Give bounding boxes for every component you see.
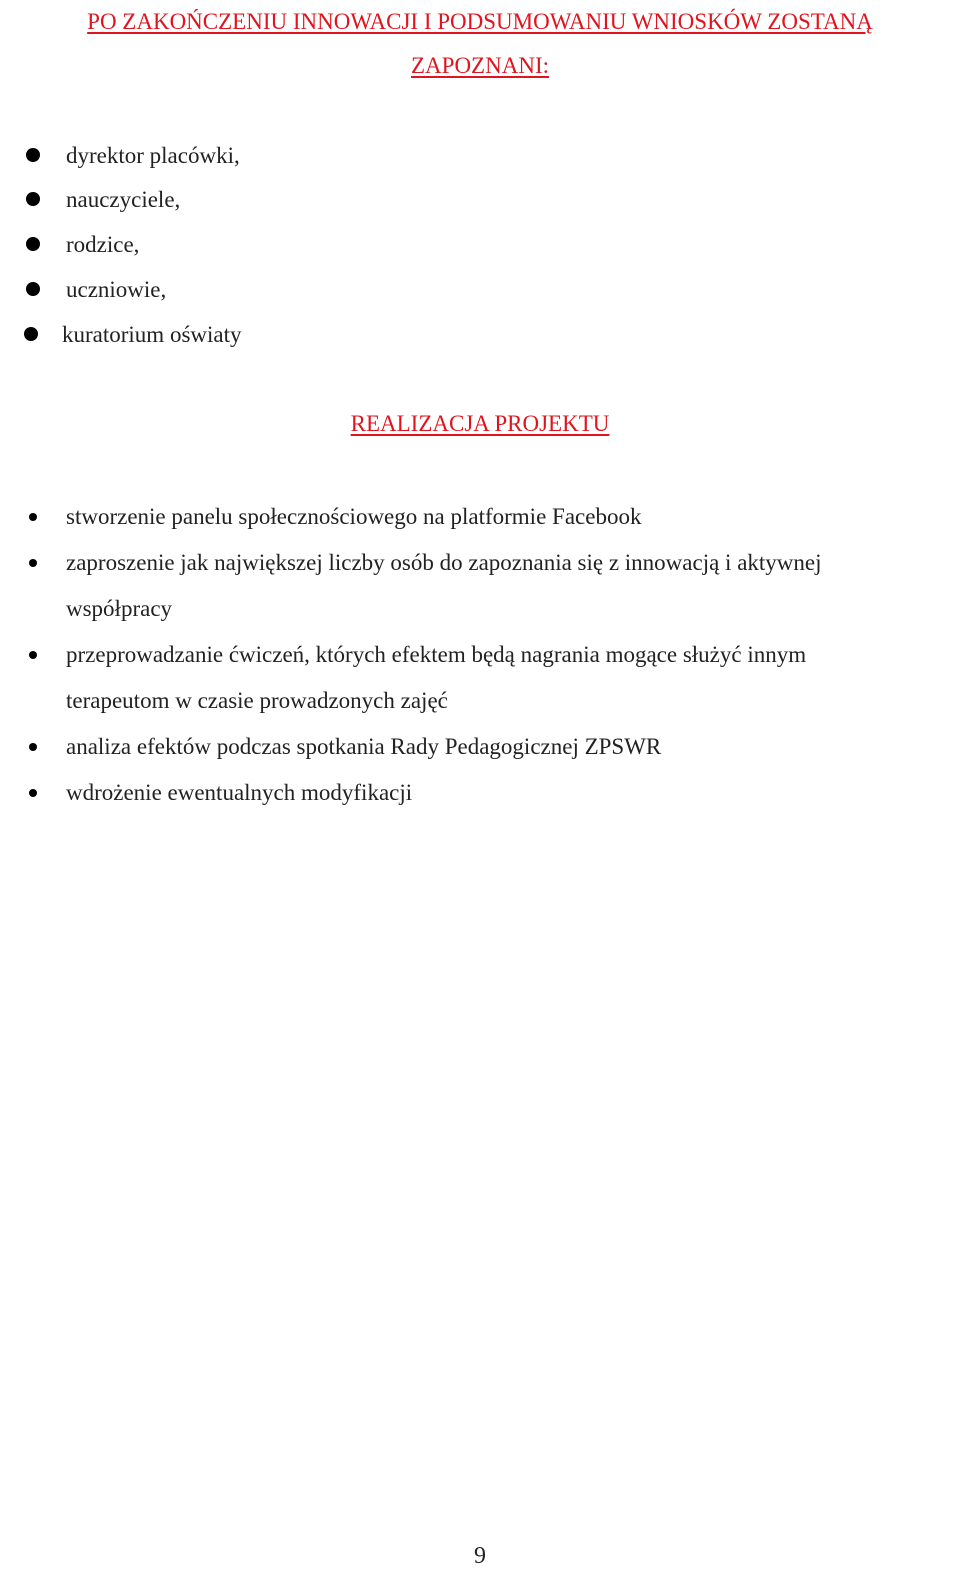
recipient-item: kuratorium oświaty	[62, 322, 242, 347]
bullet-icon	[26, 282, 40, 296]
task-item-line: analiza efektów podczas spotkania Rady Pedagogicznej ZPSWR	[66, 734, 662, 759]
bullet-icon	[29, 513, 37, 521]
task-item-line: stworzenie panelu społecznościowego na platformie Facebook	[66, 504, 642, 529]
recipient-item: nauczyciele,	[66, 187, 181, 212]
task-item-line: terapeutom w czasie prowadzonych zajęć	[66, 688, 448, 713]
bullet-icon	[26, 192, 40, 206]
bullet-icon	[29, 789, 37, 797]
recipient-item: uczniowie,	[66, 277, 167, 302]
recipient-item: rodzice,	[66, 232, 140, 257]
task-item-line: zaproszenie jak największej liczby osób do zapoznania się z innowacją i aktywnej	[66, 550, 822, 575]
task-item-line: współpracy	[66, 596, 173, 621]
task-item-line: wdrożenie ewentualnych modyfikacji	[66, 780, 413, 805]
bullet-icon	[26, 148, 40, 162]
bullet-icon	[29, 559, 37, 567]
bullet-icon	[26, 237, 40, 251]
project-heading: REALIZACJA PROJEKTU	[350, 411, 610, 436]
bullet-icon	[29, 651, 37, 659]
bullet-icon	[29, 743, 37, 751]
bullet-icon	[24, 327, 38, 341]
section-heading-line2: ZAPOZNANI:	[411, 53, 549, 78]
section-heading-line1: PO ZAKOŃCZENIU INNOWACJI I PODSUMOWANIU WNIOSKÓW ZOSTANĄ	[87, 9, 873, 34]
task-item-line: przeprowadzanie ćwiczeń, których efektem będą nagrania mogące służyć innym	[66, 642, 807, 667]
page-number: 9	[474, 1543, 486, 1569]
recipient-item: dyrektor placówki,	[66, 143, 240, 168]
